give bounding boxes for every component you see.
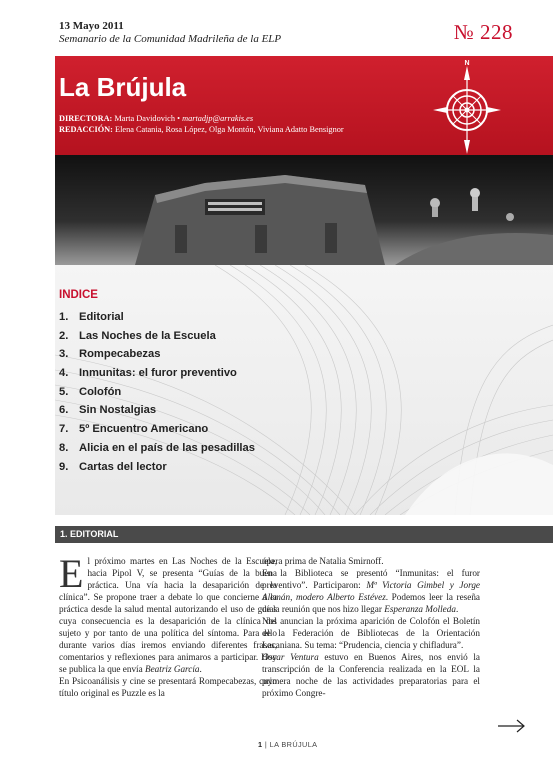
paragraph-end: . bbox=[199, 664, 202, 674]
toc-label: Rompecabezas bbox=[79, 348, 161, 361]
table-of-contents bbox=[59, 311, 255, 479]
toc-label: Cartas del lector bbox=[79, 460, 167, 473]
director-line bbox=[59, 113, 344, 124]
toc-item[interactable] bbox=[59, 442, 255, 461]
redaccion-names: Elena Catania, Rosa López, Olga Montón, Viviana Adatto Bensignor bbox=[115, 125, 344, 134]
paragraph-text: . Podemos leer la reseña de la reunión que nos hizo llegar bbox=[262, 592, 480, 614]
director-name: Marta Davidovich bbox=[114, 114, 176, 123]
publication-subtitle: Semanario de la Comunidad Madrileña de la ELP bbox=[59, 33, 282, 45]
toc-number: 4. bbox=[59, 367, 69, 380]
director-label: DIRECTORA: bbox=[59, 114, 113, 123]
toc-item[interactable] bbox=[59, 461, 255, 480]
paragraph-end: . bbox=[455, 604, 459, 614]
toc-item[interactable] bbox=[59, 404, 255, 423]
redaccion-label: REDACCIÓN: bbox=[59, 125, 113, 134]
index-heading: INDICE bbox=[59, 289, 98, 301]
redaccion-line bbox=[59, 124, 344, 135]
paragraph-text: En la Biblioteca se presentó “Inmunitas: el furor preventivo”. Participaron: bbox=[262, 568, 480, 590]
toc-number: 5. bbox=[59, 385, 69, 398]
footer-publication-name: LA BRÚJULA bbox=[269, 740, 318, 749]
toc-item[interactable] bbox=[59, 311, 255, 330]
toc-label: Las Noches de la Escuela bbox=[79, 329, 216, 342]
author-name: Esperanza Molleda bbox=[384, 604, 456, 614]
toc-item[interactable] bbox=[59, 367, 255, 386]
participants-names: Mª Victoria Gimbel y Jorge Alemán, modero Alberto Estévez bbox=[262, 580, 480, 602]
toc-label: Sin Nostalgias bbox=[79, 404, 157, 417]
compass-north-letter: N bbox=[464, 60, 470, 67]
toc-number: 7. bbox=[59, 423, 69, 436]
toc-number: 6. bbox=[59, 404, 69, 417]
drop-cap: E bbox=[59, 551, 84, 596]
article-paragraph bbox=[262, 567, 480, 615]
author-name: Oscar Ventura bbox=[262, 652, 319, 662]
masthead-credits bbox=[59, 113, 344, 135]
toc-item[interactable] bbox=[59, 348, 255, 367]
toc-number: 2. bbox=[59, 329, 69, 342]
issue-number: № 228 bbox=[453, 20, 513, 44]
article-paragraph: En Psicoanálisis y cine se presentará Rompecabezas, cuyo título original es Puzzle es la bbox=[59, 676, 277, 698]
toc-label: 5º Encuentro Americano bbox=[79, 423, 209, 436]
article-paragraph: ópera prima de Natalia Smirnoff. bbox=[262, 556, 384, 566]
article-paragraph bbox=[262, 651, 480, 699]
author-name: Beatriz García bbox=[144, 664, 200, 674]
header-meta bbox=[59, 20, 281, 46]
toc-number: 3. bbox=[59, 348, 69, 361]
section-header-bar bbox=[55, 526, 553, 543]
article-column-right bbox=[262, 555, 480, 699]
article-column-left bbox=[59, 551, 277, 699]
index-panel bbox=[55, 265, 553, 515]
toc-label: Colofón bbox=[79, 385, 122, 398]
toc-number: 1. bbox=[59, 311, 69, 323]
toc-item[interactable] bbox=[59, 423, 255, 442]
toc-item[interactable] bbox=[59, 330, 255, 349]
director-email[interactable]: martadjp@arrakis.es bbox=[182, 114, 254, 123]
bullet-separator: • bbox=[177, 114, 180, 123]
next-page-arrow-icon[interactable] bbox=[497, 719, 527, 733]
paragraph-text: estuvo en Buenos Aires, nos envió la transcripción de la Conferencia realizada en la EOL la primera noche de las actividades preparatorias para el próximo Congre- bbox=[262, 652, 480, 698]
page-footer bbox=[258, 740, 317, 749]
page-number: 1 bbox=[258, 740, 263, 749]
toc-label: Alicia en el país de las pesadillas bbox=[79, 441, 255, 454]
toc-number: 8. bbox=[59, 441, 69, 454]
masthead-title: La Brújula bbox=[59, 72, 187, 102]
toc-number: 9. bbox=[59, 460, 69, 473]
building-silhouette-image bbox=[55, 155, 553, 265]
toc-item[interactable] bbox=[59, 386, 255, 405]
compass-rose-icon bbox=[433, 58, 501, 154]
section-title: 1. EDITORIAL bbox=[60, 529, 119, 539]
article-paragraph: Nos anuncian la próxima aparición de Colofón el Boletín de la Federación de Bibliotecas de la Orientación Lacaniana. Su tema: “Prudencia, ciencia y chifladura”. bbox=[262, 616, 480, 650]
issue-date: 13 Mayo 2011 bbox=[59, 20, 124, 32]
paragraph-text: l próximo martes en Las Noches de la Escuela, hacia Pipol V, se presenta “Guías de la buena práctica. Una vía hacia la desaparición de la clínica”. Se propone traer a debate lo que concierne a la práctica desde la salud mental autorizando el uso de guías cuya consecuencia es la desaparición de la clínica del sujeto y por tanto de una política del síntoma. Para ello durante varios días iremos enviando diferentes frases, comentarios y reflexiones para animaros a participar. Hoy se publica la que envía bbox=[59, 556, 277, 674]
toc-label: Editorial bbox=[79, 311, 124, 323]
footer-separator: | bbox=[264, 740, 268, 749]
toc-label: Inmunitas: el furor preventivo bbox=[79, 367, 237, 380]
header-photo bbox=[55, 155, 553, 265]
article-paragraph bbox=[59, 551, 277, 675]
